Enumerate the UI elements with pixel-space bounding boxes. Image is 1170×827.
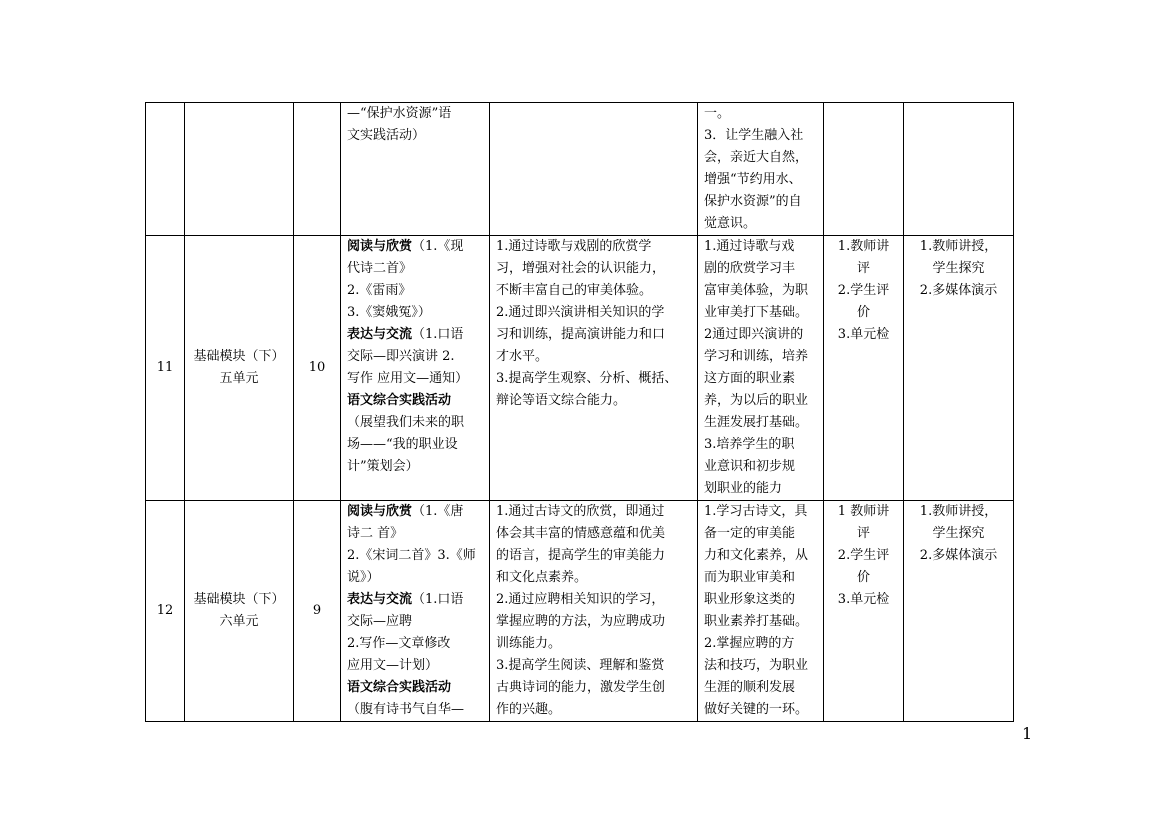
line-text: 2.学生评: [837, 548, 890, 563]
line-text: 增强“节约用水、: [704, 172, 802, 187]
row-number-cell: [146, 236, 185, 501]
quality-goals-line: [704, 169, 817, 191]
line-text: 做好关键的一环。: [704, 702, 809, 717]
quality-goals-line: [704, 191, 817, 213]
line-text: 学生探究: [932, 526, 985, 541]
line-text: 富审美体验，为职: [704, 283, 809, 298]
line-text: 业意识和初步规: [704, 459, 796, 474]
content-line: [347, 501, 483, 523]
content-line: [347, 280, 483, 302]
line-text: 1 教师讲: [837, 504, 890, 519]
line-text: 2.多媒体演示: [919, 548, 998, 563]
methods-line: [910, 501, 1007, 523]
line-text: 1.通过诗歌与戏: [704, 239, 795, 254]
line-text: 法和技巧，为职业: [704, 658, 809, 673]
line-text: 3.培养学生的职: [704, 437, 795, 452]
quality-goals-line: [704, 434, 817, 456]
ability-goals-line: [496, 567, 691, 589]
module-cell: [185, 103, 294, 236]
assessment-line: [830, 324, 897, 346]
line-text: 诗二 首》: [347, 526, 404, 541]
quality-goals-line: [704, 302, 817, 324]
line-text: 交际—应聘: [347, 614, 413, 629]
quality-goals-line: [704, 655, 817, 677]
quality-goals-line: [704, 368, 817, 390]
row-number-cell: [146, 103, 185, 236]
line-text: 1.教师讲授，: [919, 504, 998, 519]
quality-goals-line: [704, 390, 817, 412]
ability-goals-line: [496, 280, 691, 302]
ability-goals-cell: [490, 236, 698, 501]
line-text: 划职业的能力: [704, 481, 783, 496]
assessment-line: [830, 236, 897, 258]
content-line: [347, 390, 483, 412]
methods-line: [910, 545, 1007, 567]
line-text: 1.通过诗歌与戏剧的欣赏学: [496, 239, 652, 254]
ability-goals-line: [496, 302, 691, 324]
line-suffix: （1.口语: [412, 592, 464, 607]
quality-goals-line: [704, 589, 817, 611]
line-text: 2.《雷雨》: [347, 283, 412, 298]
line-text: 2.掌握应聘的方: [704, 636, 795, 651]
quality-goals-line: [704, 258, 817, 280]
content-line: [347, 523, 483, 545]
hours-cell: [294, 501, 341, 722]
line-text: 评: [856, 261, 870, 276]
quality-goals-line: [704, 147, 817, 169]
content-line: [347, 567, 483, 589]
row-number-cell: [146, 501, 185, 722]
line-text: 学习和训练，培养: [704, 349, 809, 364]
section-heading: 语文综合实践活动: [347, 680, 452, 695]
line-text: 习和训练，提高演讲能力和口: [496, 327, 666, 342]
methods-line: [910, 280, 1007, 302]
assessment-cell: [824, 236, 904, 501]
quality-goals-line: [704, 699, 817, 721]
line-text: 学生探究: [932, 261, 985, 276]
quality-goals-line: [704, 125, 817, 147]
module-line: 五单元: [219, 371, 259, 386]
content-line: [347, 258, 483, 280]
content-cell: [341, 501, 490, 722]
methods-cell: [904, 236, 1014, 501]
content-line: [347, 302, 483, 324]
line-text: 一。: [704, 106, 731, 121]
section-heading: 阅读与欣赏: [347, 239, 413, 254]
line-text: 古典诗词的能力，激发学生创: [496, 680, 666, 695]
line-text: 文实践活动）: [347, 128, 426, 143]
ability-goals-line: [496, 236, 691, 258]
row-number: 12: [156, 603, 174, 618]
line-text: 3.《窦娥冤》）: [347, 305, 431, 320]
content-cell: [341, 103, 490, 236]
line-text: 2.通过应聘相关知识的学习，: [496, 592, 665, 607]
ability-goals-line: [496, 699, 691, 721]
ability-goals-line: [496, 589, 691, 611]
section-heading: 语文综合实践活动: [347, 393, 452, 408]
line-text: 备一定的审美能: [704, 526, 796, 541]
line-text: 生涯的顺利发展: [704, 680, 796, 695]
ability-goals-line: [496, 258, 691, 280]
ability-goals-cell: [490, 501, 698, 722]
line-text: （展望我们未来的职: [347, 415, 465, 430]
quality-goals-line: [704, 478, 817, 500]
quality-goals-cell: [698, 103, 824, 236]
line-text: 1.通过古诗文的欣赏，即通过: [496, 504, 665, 519]
line-text: 才水平。: [496, 349, 549, 364]
line-suffix: （1.《现: [412, 239, 464, 254]
line-text: 应用文—计划）: [347, 658, 439, 673]
assessment-line: [830, 280, 897, 302]
line-text: 职业形象这类的: [704, 592, 796, 607]
line-text: 2.通过即兴演讲相关知识的学: [496, 305, 665, 320]
content-line: [347, 412, 483, 434]
ability-goals-line: [496, 368, 691, 390]
hours-value: 10: [308, 360, 326, 375]
quality-goals-cell: [698, 236, 824, 501]
content-line: [347, 434, 483, 456]
row-number: 11: [156, 360, 174, 375]
line-text: 生涯发展打基础。: [704, 415, 809, 430]
line-suffix: （1.口语: [412, 327, 464, 342]
line-text: 业审美打下基础。: [704, 305, 809, 320]
assessment-line: [830, 258, 897, 280]
line-text: 2.《宋词二首》3.《师: [347, 548, 476, 563]
ability-goals-line: [496, 611, 691, 633]
assessment-line: [830, 523, 897, 545]
line-text: 价: [856, 305, 870, 320]
assessment-line: [830, 501, 897, 523]
quality-goals-line: [704, 501, 817, 523]
line-text: 而为职业审美和: [704, 570, 796, 585]
quality-goals-line: [704, 412, 817, 434]
quality-goals-line: [704, 324, 817, 346]
quality-goals-line: [704, 213, 817, 235]
assessment-line: [830, 567, 897, 589]
line-text: 场——“我的职业设: [347, 437, 458, 452]
content-line: [347, 589, 483, 611]
quality-goals-line: [704, 633, 817, 655]
ability-goals-cell: [490, 103, 698, 236]
line-text: 2通过即兴演讲的: [704, 327, 804, 342]
module-line: 基础模块（下）: [193, 592, 285, 607]
quality-goals-line: [704, 677, 817, 699]
methods-cell: [904, 501, 1014, 722]
table-row: [146, 103, 1014, 236]
content-line: [347, 125, 483, 147]
line-text: 作的兴趣。: [496, 702, 562, 717]
line-text: 代诗二首》: [347, 261, 413, 276]
ability-goals-line: [496, 390, 691, 412]
content-line: [347, 545, 483, 567]
content-line: [347, 677, 483, 699]
content-line: [347, 346, 483, 368]
module-cell: [185, 236, 294, 501]
line-text: 体会其丰富的情感意蕴和优美: [496, 526, 666, 541]
module-line: 基础模块（下）: [193, 349, 285, 364]
ability-goals-line: [496, 346, 691, 368]
line-text: 2.写作—文章修改: [347, 636, 451, 651]
line-text: 训练能力。: [496, 636, 562, 651]
line-text: 价: [856, 570, 870, 585]
assessment-line: [830, 545, 897, 567]
assessment-line: [830, 302, 897, 324]
quality-goals-line: [704, 545, 817, 567]
ability-goals-line: [496, 677, 691, 699]
hours-cell: [294, 103, 341, 236]
module-line: 六单元: [219, 614, 259, 629]
table-body: [146, 103, 1014, 722]
assessment-cell: [824, 103, 904, 236]
line-text: 养，为以后的职业: [704, 393, 809, 408]
ability-goals-line: [496, 523, 691, 545]
content-line: [347, 611, 483, 633]
section-heading: 表达与交流: [347, 592, 413, 607]
content-line: [347, 655, 483, 677]
content-line: [347, 633, 483, 655]
ability-goals-line: [496, 655, 691, 677]
line-text: 剧的欣赏学习丰: [704, 261, 796, 276]
line-text: 3.提高学生阅读、理解和鉴赏: [496, 658, 665, 673]
line-text: 觉意识。: [704, 216, 757, 231]
content-cell: [341, 236, 490, 501]
quality-goals-line: [704, 611, 817, 633]
content-line: [347, 324, 483, 346]
line-text: 和文化点素养。: [496, 570, 588, 585]
content-line: [347, 236, 483, 258]
line-suffix: （1.《唐: [412, 504, 464, 519]
line-text: 职业素养打基础。: [704, 614, 809, 629]
ability-goals-line: [496, 501, 691, 523]
module-cell: [185, 501, 294, 722]
line-text: 不断丰富自己的审美体验。: [496, 283, 653, 298]
line-text: 力和文化素养，从: [704, 548, 809, 563]
hours-value: 9: [312, 603, 322, 618]
content-line: [347, 456, 483, 478]
methods-line: [910, 523, 1007, 545]
ability-goals-line: [496, 545, 691, 567]
quality-goals-line: [704, 567, 817, 589]
methods-cell: [904, 103, 1014, 236]
content-line: [347, 368, 483, 390]
hours-cell: [294, 236, 341, 501]
line-text: 写作 应用文—通知）: [347, 371, 469, 386]
quality-goals-line: [704, 236, 817, 258]
assessment-cell: [824, 501, 904, 722]
quality-goals-line: [704, 523, 817, 545]
methods-line: [910, 258, 1007, 280]
line-text: 习，增强对社会的认识能力，: [496, 261, 666, 276]
page-number: 1: [1022, 724, 1033, 743]
line-text: 1.教师讲授，: [919, 239, 998, 254]
line-text: 说》）: [347, 570, 380, 585]
table-row: [146, 236, 1014, 501]
ability-goals-line: [496, 633, 691, 655]
line-text: 的语言，提高学生的审美能力: [496, 548, 666, 563]
quality-goals-cell: [698, 501, 824, 722]
line-text: 保护水资源”的自: [704, 194, 802, 209]
line-text: 计”策划会）: [347, 459, 419, 474]
line-text: —“保护水资源”语: [347, 106, 452, 121]
quality-goals-line: [704, 456, 817, 478]
line-text: 辩论等语文综合能力。: [496, 393, 627, 408]
line-text: 掌握应聘的方法，为应聘成功: [496, 614, 666, 629]
quality-goals-line: [704, 103, 817, 125]
line-text: 2.多媒体演示: [919, 283, 998, 298]
line-text: 1.教师讲: [837, 239, 890, 254]
ability-goals-line: [496, 324, 691, 346]
quality-goals-line: [704, 346, 817, 368]
line-text: 会，亲近大自然，: [704, 150, 809, 165]
line-text: 1.学习古诗文，具: [704, 504, 808, 519]
line-text: 2.学生评: [837, 283, 890, 298]
line-text: 3.提高学生观察、分析、概括、: [496, 371, 678, 386]
content-line: [347, 699, 483, 721]
line-text: 3.单元检: [837, 592, 890, 607]
line-text: 交际—即兴演讲 2.: [347, 349, 455, 364]
line-text: 评: [856, 526, 870, 541]
methods-line: [910, 236, 1007, 258]
section-heading: 表达与交流: [347, 327, 413, 342]
table-row: [146, 501, 1014, 722]
section-heading: 阅读与欣赏: [347, 504, 413, 519]
content-line: [347, 103, 483, 125]
assessment-line: [830, 589, 897, 611]
quality-goals-line: [704, 280, 817, 302]
line-text: 3．让学生融入社: [704, 128, 804, 143]
line-text: 3.单元检: [837, 327, 890, 342]
line-text: （腹有诗书气自华—: [347, 702, 465, 717]
syllabus-table: [145, 102, 1014, 722]
line-text: 这方面的职业素: [704, 371, 796, 386]
